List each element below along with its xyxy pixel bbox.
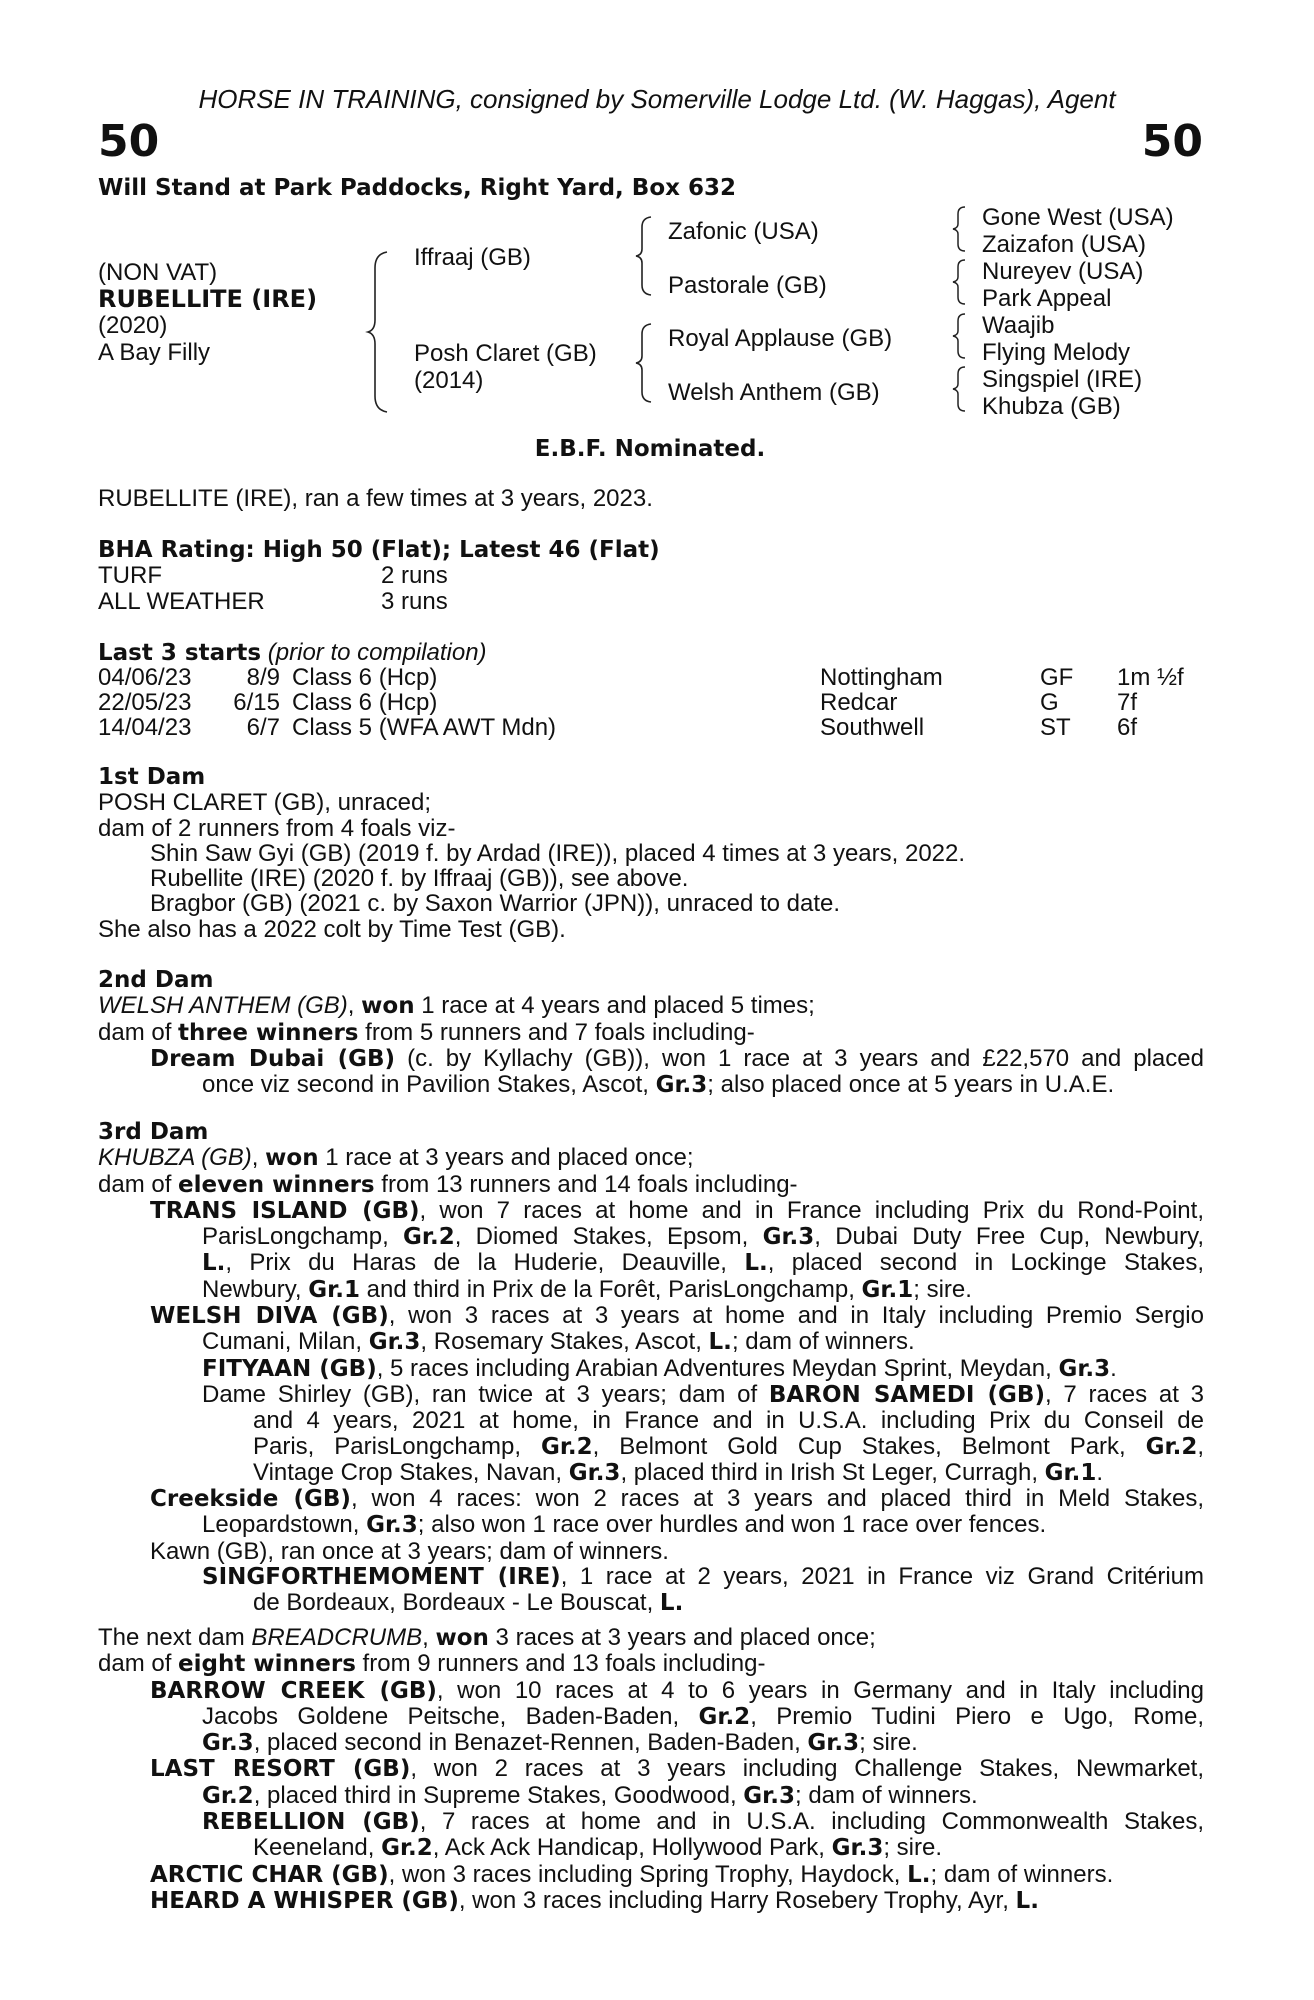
arctic-char-line xyxy=(98,1862,1204,1888)
produce-name: Dream Dubai (GB) xyxy=(150,1045,396,1072)
trans-island-line xyxy=(98,1198,1204,1224)
stand-location: Will Stand at Park Paddocks, Right Yard, Box 632 xyxy=(98,175,736,201)
text: , won 3 races at 3 years at home and in Italy including Premio Sergio xyxy=(388,1302,1204,1330)
start-date: 14/04/23 xyxy=(98,714,192,741)
pedigree-g3-4: Park Appeal xyxy=(982,285,1112,312)
pedigree-brace-g3-3 xyxy=(950,312,970,360)
singforthemoment-line xyxy=(98,1590,1204,1616)
pedigree-brace-dam-line xyxy=(633,322,657,404)
won-text: won xyxy=(435,1625,489,1651)
start-course: Nottingham xyxy=(820,664,943,691)
second-dam-produce-cont xyxy=(98,1072,1204,1098)
start-going: G xyxy=(1040,689,1059,716)
text: dam of xyxy=(98,1018,179,1046)
grade: Gr.3 xyxy=(568,1459,621,1486)
consignment-header: HORSE IN TRAINING, consigned by Somerville Lodge Ltd. (W. Haggas), Agent xyxy=(198,84,1116,114)
text: , won 10 races at 4 to 6 years in Germany and in Italy including xyxy=(436,1676,1204,1704)
singforthemoment-line xyxy=(98,1564,1204,1590)
text: , Ack Ack Handicap, Hollywood Park, xyxy=(432,1834,832,1862)
produce-name: SINGFORTHEMOMENT (IRE) xyxy=(202,1564,561,1591)
last-starts-heading xyxy=(98,640,487,666)
text: ; dam of winners. xyxy=(930,1860,1114,1888)
text: , 5 races including Arabian Adventures Meydan Sprint, Meydan, xyxy=(376,1354,1059,1382)
grade: Gr.3 xyxy=(368,1329,421,1356)
second-dam-line: WELSH ANTHEM (GB), won 1 race at 4 years and placed 5 times; xyxy=(98,992,815,1020)
grade: Gr.3 xyxy=(807,1730,860,1757)
grade: Gr.2 xyxy=(202,1782,254,1809)
lot-number-right: 50 xyxy=(1141,116,1203,167)
text: , 7 races at 3 xyxy=(1044,1380,1204,1408)
produce-name: LAST RESORT (GB) xyxy=(150,1756,411,1783)
next-dam-line xyxy=(98,1625,1204,1651)
grade: Gr.3 xyxy=(655,1072,708,1099)
pedigree-g3-1: Gone West (USA) xyxy=(982,204,1174,231)
second-dam-section xyxy=(98,968,1204,1098)
grade: L. xyxy=(659,1590,684,1617)
dame-shirley-line: and 4 years, 2021 at home, in France and in U.S.A. including Prix du Conseil de xyxy=(253,1407,1204,1435)
start-going: ST xyxy=(1040,714,1071,741)
first-dam-line: dam of 2 runners from 4 foals viz- xyxy=(98,814,456,842)
grade: L. xyxy=(907,1861,931,1888)
produce-name: BARROW CREEK (GB) xyxy=(150,1677,437,1704)
text: ; also placed once at 5 years in U.A.E. xyxy=(707,1071,1115,1099)
won-text: won xyxy=(361,993,415,1020)
text: Newbury, xyxy=(202,1275,309,1303)
text: , placed second in Benazet-Rennen, Baden-Baden, xyxy=(253,1729,808,1757)
first-dam-section xyxy=(98,765,1204,942)
next-dam-line xyxy=(98,1651,1204,1677)
start-date: 04/06/23 xyxy=(98,664,192,691)
produce-name: ARCTIC CHAR (GB) xyxy=(150,1861,389,1888)
text: , Premio Tudini Piero e Ugo, Rome, xyxy=(750,1702,1204,1730)
pedigree-grandsire-1: Zafonic (USA) xyxy=(668,218,819,245)
second-dam-name: WELSH ANTHEM (GB) xyxy=(98,992,348,1020)
pedigree-g3-3: Nureyev (USA) xyxy=(982,258,1144,285)
trans-island-line xyxy=(98,1250,1204,1276)
pedigree-brace-g3-4 xyxy=(950,365,970,413)
fityaan-line xyxy=(98,1356,1204,1382)
barrow-creek-line xyxy=(98,1678,1204,1704)
start-position: 6/15 xyxy=(233,689,280,716)
horse-year: (2020) xyxy=(98,312,168,339)
kawn-line: Kawn (GB), ran once at 3 years; dam of winners. xyxy=(150,1537,669,1565)
vat-status: (NON VAT) xyxy=(98,259,218,286)
start-going: GF xyxy=(1040,664,1074,691)
text: Jacobs Goldene Peitsche, Baden-Baden, xyxy=(202,1702,699,1730)
pedigree-dam: Posh Claret (GB) xyxy=(414,340,597,367)
text: , placed third in Supreme Stakes, Goodwood, xyxy=(253,1781,744,1809)
text: ; also won 1 race over hurdles and won 1 race over fences. xyxy=(417,1511,1047,1539)
text: , xyxy=(422,1624,436,1651)
winners-count: eight winners xyxy=(178,1651,356,1678)
won-text: won xyxy=(265,1145,319,1172)
grade: Gr.1 xyxy=(861,1276,914,1303)
start-date: 22/05/23 xyxy=(98,689,192,716)
start-distance: 6f xyxy=(1117,714,1138,741)
race-summary: RUBELLITE (IRE), ran a few times at 3 years, 2023. xyxy=(98,485,653,512)
grade: Gr.2 xyxy=(540,1433,593,1460)
barrow-creek-line xyxy=(98,1704,1204,1730)
horse-name: RUBELLITE (IRE) xyxy=(98,285,318,313)
text: Dame Shirley (GB), ran twice at 3 years; dam of xyxy=(202,1380,769,1408)
welsh-diva-line xyxy=(98,1303,1204,1329)
pedigree-brace-g3-2 xyxy=(950,258,970,306)
first-dam-produce: Bragbor (GB) (2021 c. by Saxon Warrior (JPN)), unraced to date. xyxy=(150,890,841,918)
text: , 1 race at 2 years, 2021 in France viz Grand Critérium xyxy=(560,1563,1205,1591)
pedigree-sire: Iffraaj (GB) xyxy=(414,244,531,271)
lot-number-left: 50 xyxy=(98,116,160,167)
grade: L. xyxy=(744,1250,768,1277)
text: dam of xyxy=(98,1650,179,1678)
text: ; sire. xyxy=(883,1834,943,1862)
text: , Rosemary Stakes, Ascot, xyxy=(420,1328,709,1356)
pedigree-g3-7: Singspiel (IRE) xyxy=(982,366,1143,393)
second-dam-produce xyxy=(98,1046,1204,1072)
text: , won 3 races including Harry Rosebery Trophy, Ayr, xyxy=(458,1886,1016,1914)
grade: Gr.3 xyxy=(762,1224,815,1251)
grade: Gr.1 xyxy=(308,1276,360,1303)
winners-count: eleven winners xyxy=(178,1171,375,1198)
heard-a-whisper-line xyxy=(98,1888,1204,1914)
turf-runs: 2 runs xyxy=(381,562,448,589)
grade: L. xyxy=(202,1250,226,1277)
text: , placed second in Lockinge Stakes, xyxy=(767,1249,1204,1277)
text: Keeneland, xyxy=(253,1834,382,1862)
last-resort-line xyxy=(98,1783,1204,1809)
third-dam-line: KHUBZA (GB), won 1 race at 3 years and placed once; xyxy=(98,1144,694,1172)
last-starts-note: (prior to compilation) xyxy=(267,639,487,666)
creekside-line xyxy=(98,1512,1204,1538)
produce-name: Creekside (GB) xyxy=(150,1486,351,1513)
produce-name: FITYAAN (GB) xyxy=(202,1355,377,1382)
pedigree-g3-6: Flying Melody xyxy=(982,339,1131,366)
text: , won 4 races: won 2 races at 3 years and placed third in Meld Stakes, xyxy=(350,1485,1204,1513)
pedigree-g3-2: Zaizafon (USA) xyxy=(982,231,1147,258)
next-dam-name: BREADCRUMB xyxy=(251,1624,423,1651)
welsh-diva-line xyxy=(98,1329,1204,1355)
grade: L. xyxy=(1015,1887,1039,1914)
all-weather-label: ALL WEATHER xyxy=(98,588,265,615)
start-course: Southwell xyxy=(820,714,925,741)
text: and third in Prix de la Forêt, ParisLongchamp, xyxy=(359,1275,862,1303)
dame-shirley-line xyxy=(98,1382,1204,1408)
grade: Gr.3 xyxy=(743,1782,795,1809)
pedigree-grandsire-2: Royal Applause (GB) xyxy=(668,325,893,352)
text: Cumani, Milan, xyxy=(202,1328,369,1356)
third-dam-title: 3rd Dam xyxy=(98,1119,209,1145)
third-dam-name: KHUBZA (GB) xyxy=(98,1144,252,1172)
text: . xyxy=(1096,1458,1104,1486)
text: . xyxy=(1110,1354,1117,1382)
pedigree-g3-5: Waajib xyxy=(982,312,1055,339)
grade: Gr.1 xyxy=(1044,1459,1097,1486)
grade: L. xyxy=(708,1329,732,1356)
rebellion-line xyxy=(98,1835,1204,1861)
start-distance: 1m ½f xyxy=(1117,664,1184,691)
third-dam-line xyxy=(98,1172,1204,1198)
text: , placed third in Irish St Leger, Curragh, xyxy=(620,1458,1045,1486)
produce-name: BARON SAMEDI (GB) xyxy=(768,1381,1045,1408)
text: de Bordeaux, Bordeaux - Le Bouscat, xyxy=(253,1589,660,1617)
pedigree-brace-g3-1 xyxy=(950,205,970,253)
first-dam-line: POSH CLARET (GB), unraced; xyxy=(98,789,431,817)
first-dam-title: 1st Dam xyxy=(98,764,206,790)
first-dam-produce: Shin Saw Gyi (GB) (2019 f. by Ardad (IRE)), placed 4 times at 3 years, 2022. xyxy=(150,839,966,867)
text: from 9 runners and 13 foals including- xyxy=(355,1650,766,1678)
grade: Gr.2 xyxy=(381,1835,433,1862)
first-dam-produce: Rubellite (IRE) (2020 f. by Iffraaj (GB)), see above. xyxy=(150,865,689,893)
pedigree-granddam-2: Welsh Anthem (GB) xyxy=(668,379,880,406)
ebf-nominated: E.B.F. Nominated. xyxy=(534,436,766,462)
creekside-line xyxy=(98,1486,1204,1512)
text: , Dubai Duty Free Cup, Newbury, xyxy=(814,1223,1204,1251)
start-course: Redcar xyxy=(820,689,898,716)
winners-count: three winners xyxy=(178,1019,359,1046)
text: dam of xyxy=(98,1170,179,1198)
text: , won 2 races at 3 years including Challenge Stakes, Newmarket, xyxy=(410,1755,1204,1783)
grade: Gr.3 xyxy=(366,1512,418,1539)
text: , Prix du Haras de la Huderie, Deauville, xyxy=(225,1249,745,1277)
bha-rating: BHA Rating: High 50 (Flat); Latest 46 (Flat) xyxy=(98,537,660,563)
text: Leopardstown, xyxy=(202,1511,367,1539)
text: , Belmont Gold Cup Stakes, Belmont Park, xyxy=(592,1432,1146,1460)
second-dam-title: 2nd Dam xyxy=(98,967,214,993)
text: 1 race at 4 years and placed 5 times; xyxy=(414,992,815,1020)
text: from 13 runners and 14 foals including- xyxy=(374,1170,798,1198)
text: , won 3 races including Spring Trophy, Haydock, xyxy=(388,1860,908,1888)
text: ; dam of winners. xyxy=(731,1328,915,1356)
text: The next dam xyxy=(98,1624,252,1651)
produce-name: REBELLION (GB) xyxy=(202,1809,420,1836)
barrow-creek-line xyxy=(98,1730,1204,1756)
pedigree-dam-year: (2014) xyxy=(414,367,484,394)
last-resort-line xyxy=(98,1756,1204,1782)
text: , Diomed Stakes, Epsom, xyxy=(454,1223,763,1251)
produce-name: WELSH DIVA (GB) xyxy=(150,1303,389,1330)
text: once viz second in Pavilion Stakes, Ascot, xyxy=(202,1071,656,1099)
text: ParisLongchamp, xyxy=(202,1223,404,1251)
text: 1 race at 3 years and placed once; xyxy=(318,1144,694,1172)
text: Paris, ParisLongchamp, xyxy=(253,1432,541,1460)
last-starts-title: Last 3 starts xyxy=(98,640,262,666)
grade: Gr.3 xyxy=(1058,1355,1111,1382)
first-dam-line: She also has a 2022 colt by Time Test (GB). xyxy=(98,915,566,943)
start-class: Class 6 (Hcp) xyxy=(292,664,438,691)
dame-shirley-line xyxy=(98,1434,1204,1460)
grade: Gr.2 xyxy=(1145,1433,1198,1460)
text: 3 races at 3 years and placed once; xyxy=(488,1624,876,1651)
text: from 5 runners and 7 foals including- xyxy=(358,1018,755,1046)
text: ; dam of winners. xyxy=(794,1781,978,1809)
start-position: 6/7 xyxy=(246,714,280,741)
turf-label: TURF xyxy=(98,562,162,589)
text: , 7 races at home and in U.S.A. including Commonwealth Stakes, xyxy=(419,1808,1204,1836)
pedigree-granddam-1: Pastorale (GB) xyxy=(668,272,827,299)
grade: Gr.2 xyxy=(403,1224,455,1251)
text: Vintage Crop Stakes, Navan, xyxy=(253,1458,569,1486)
text: , xyxy=(1197,1432,1204,1460)
pedigree-brace-sire-line xyxy=(633,215,657,297)
second-dam-line xyxy=(98,1020,1204,1046)
rebellion-line xyxy=(98,1809,1204,1835)
start-distance: 7f xyxy=(1117,689,1138,716)
trans-island-line xyxy=(98,1224,1204,1250)
dame-shirley-line xyxy=(98,1460,1204,1486)
start-class: Class 6 (Hcp) xyxy=(292,689,438,716)
grade: Gr.2 xyxy=(698,1703,751,1730)
text: (c. by Kyllachy (GB)), won 1 race at 3 years and £22,570 and placed xyxy=(395,1044,1204,1072)
pedigree-brace-sire-dam xyxy=(365,250,395,415)
produce-name: TRANS ISLAND (GB) xyxy=(150,1197,420,1224)
third-dam-section xyxy=(98,1120,1204,1617)
all-weather-runs: 3 runs xyxy=(381,588,448,615)
text: ; sire. xyxy=(913,1275,972,1303)
pedigree-g3-8: Khubza (GB) xyxy=(982,393,1121,420)
text: , won 7 races at home and in France including Prix du Rond-Point, xyxy=(419,1196,1204,1224)
text: ; sire. xyxy=(859,1729,918,1757)
grade: Gr.3 xyxy=(202,1730,254,1757)
horse-description: A Bay Filly xyxy=(98,339,211,366)
grade: Gr.3 xyxy=(831,1835,884,1862)
start-class: Class 5 (WFA AWT Mdn) xyxy=(292,714,557,741)
produce-name: HEARD A WHISPER (GB) xyxy=(150,1887,459,1914)
start-position: 8/9 xyxy=(246,664,280,691)
next-dam-section xyxy=(98,1625,1204,1914)
trans-island-line xyxy=(98,1277,1204,1303)
